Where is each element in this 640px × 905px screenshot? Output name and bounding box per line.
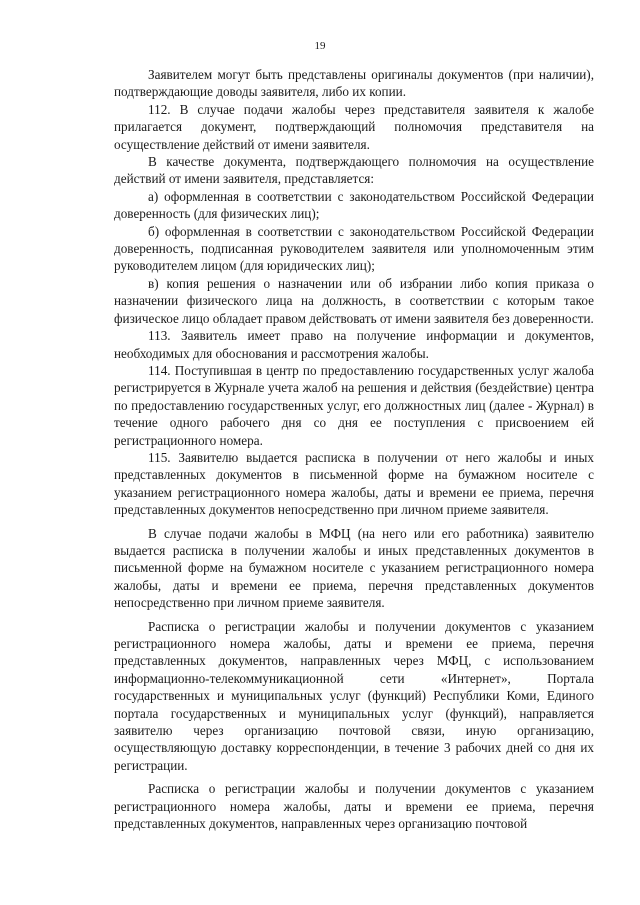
paragraph-item-a: а) оформленная в соответствии с законодательством Российской Федерации доверенность (для физических лиц); (114, 188, 594, 222)
paragraph-originals: Заявителем могут быть представлены оригиналы документов (при наличии), подтверждающие доводы заявителя, либо их копии. (114, 67, 594, 100)
paragraph-112: 112. В случае подачи жалобы через представителя заявителя к жалобе прилагается документ, подтверждающий полномочия представителя на осуществление действий от имени заявителя. (114, 101, 594, 152)
page-number: 19 (314, 40, 326, 52)
paragraph-mfc-receipt: В случае подачи жалобы в МФЦ (на него или его работника) заявителю выдается расписка в получении жалобы и иных представленных документов в письменной форме на бумажном носителе с указанием регистрационного номера жалобы, даты и времени ее приема, перечня представленных документов непосредственно при личном приеме заявителя. (114, 525, 594, 611)
paragraph-item-b: б) оформленная в соответствии с законодательством Российской Федерации доверенность, подписанная руководителем заявителя или уполномоченным этим руководителем лицом (для юридических лиц); (114, 223, 594, 274)
paragraph-114: 114. Поступившая в центр по предоставлению государственных услуг жалоба регистрируется в Журнале учета жалоб на решения и действия (бездействие) центра по предоставлению государственных услуг, его должностных лиц (далее - Журнал) в течение одного рабочего дня со дня ее поступления с присвоением ей регистрационного номера. (114, 362, 594, 448)
paragraph-item-v: в) копия решения о назначении или об избрании либо копия приказа о назначении физического лица на должность, в соответствии с которым такое физическое лицо обладает правом действовать от имени заявителя без доверенности. (114, 275, 594, 326)
paragraph-receipt-postal: Расписка о регистрации жалобы и получении документов с указанием регистрационного номера жалобы, даты и времени ее приема, перечня представленных документов, направленных через организацию почтовой (114, 781, 594, 832)
paragraph-authority-document: В качестве документа, подтверждающего полномочия на осуществление действий от имени заявителя, представляется: (114, 154, 594, 187)
paragraph-115: 115. Заявителю выдается расписка в получении от него жалобы и иных представленных документов в письменной форме на бумажном носителе с указанием регистрационного номера жалобы, даты и времени ее приема, перечня представленных документов непосредственно при личном приеме заявителя. (114, 449, 594, 518)
document-body (114, 66, 594, 832)
paragraph-receipt-internet: Расписка о регистрации жалобы и получении документов с указанием регистрационного номера жалобы, даты и времени ее приема, перечня представленных документов, направленных через МФЦ, с использованием информационно-телекоммуникационной сети «Интернет», Портала государственных и муниципальных услуг (функций) Республики Коми, Единого портала государственных и муниципальных услуг (функций), направляется заявителю через организацию почтовой связи, иную организацию, осуществляющую доставку корреспонденции, в течение 3 рабочих дней со дня их регистрации. (114, 618, 594, 773)
paragraph-113: 113. Заявитель имеет право на получение информации и документов, необходимых для обоснования и рассмотрения жалобы. (114, 328, 594, 361)
